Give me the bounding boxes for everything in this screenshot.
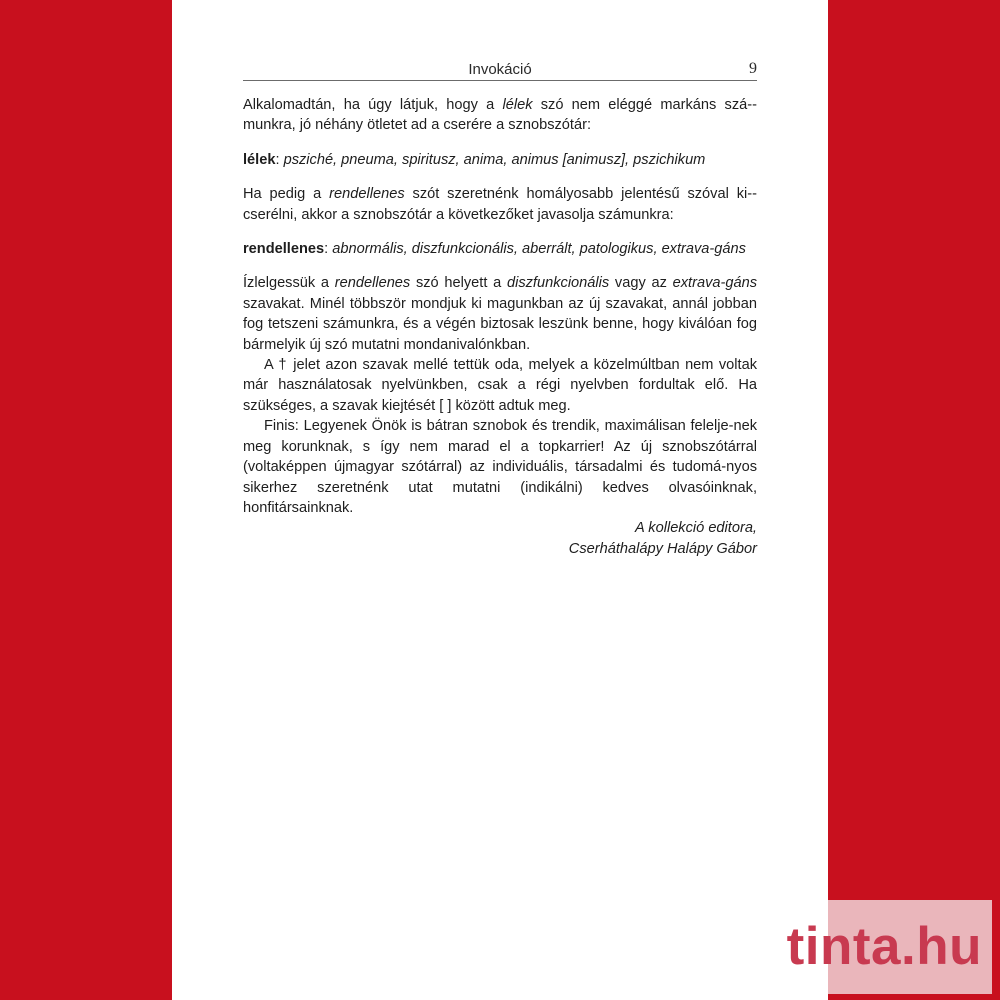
book-page [172,0,828,1000]
watermark-text: tinta.hu [786,917,982,976]
text-run: Alkalomadtán, ha úgy látjuk, hogy a [243,97,503,113]
text-run: szavakat. Minél többször mondjuk ki magunkban az új szavakat, annál jobban fog tetszeni számunkra, és a végén biztosak leszünk benne, hogy kiválóan fog bármelyik új szó mutatni mondanivalónkban. [243,295,757,353]
page-number: 9 [749,60,757,77]
paragraph-izlelgessuk [243,273,757,355]
text-run: : [324,241,333,258]
italic-run: lélek [502,97,533,113]
paragraph-rendellenes [243,184,757,225]
site-watermark [786,900,992,994]
signature-role: A kollekció editora, [635,520,757,537]
running-title: Invokáció [468,61,532,78]
signature-name: Cserháthalápy Halápy Gábor [568,540,757,557]
running-header [243,58,757,81]
text-run: Ha pedig a [243,186,330,203]
text-run: szó nem eléggé markáns szá-munkra, jó néhány ötletet ad a cserére a sznobszótár: [243,97,757,134]
bold-run: lélek [243,151,276,168]
text-run: szót szeretnénk homályosabb jelentésű szóval ki-cserélni, akkor a sznobszótár a következőket javasolja számunkra: [243,186,757,223]
body-text [243,95,757,559]
synonym-entry-rendellenes [243,239,757,259]
paragraph-finis [243,416,757,518]
synonym-entry-lelek [243,150,757,170]
text-run: vagy az [609,275,673,292]
paragraph-intro [243,95,757,136]
italic-run: extrava-gáns [672,275,758,292]
bold-run: rendellenes [243,241,325,258]
text-run: szó helyett a [410,275,507,292]
text-run: Ízlelgessük a [243,275,335,292]
text-run: Finis: Legyenek Önök is bátran sznobok és trendik, maximálisan felelje-nek meg korunknak, s így nem marad el a topkarrier! Az új sznobszótárral (voltaképpen újmagyar szótárral) az individuális, társadalmi és tudomá-nyos sikerhez szeretnénk utat mutatni (indikálni) kedves olvasóinknak, honfitársainknak. [243,418,757,516]
text-run: A † jelet azon szavak mellé tettük oda, melyek a közelmúltban nem voltak már használatosak nyelvünkben, csak a régi nyelvben fordultak elő. Ha szükséges, a szavak kiejtését [ ] között adtuk meg. [243,357,757,414]
italic-run: rendellenes [334,275,411,292]
paragraph-dagger-note [243,355,757,416]
italic-run: diszfunkcionális [506,275,610,292]
text-run: : [275,151,284,168]
italic-run: abnormális, diszfunkcionális, aberrált, patologikus, extrava-gáns [332,241,746,258]
italic-run: psziché, pneuma, spiritusz, anima, animus [animusz], pszichikum [283,151,706,168]
italic-run: rendellenes [329,186,405,203]
